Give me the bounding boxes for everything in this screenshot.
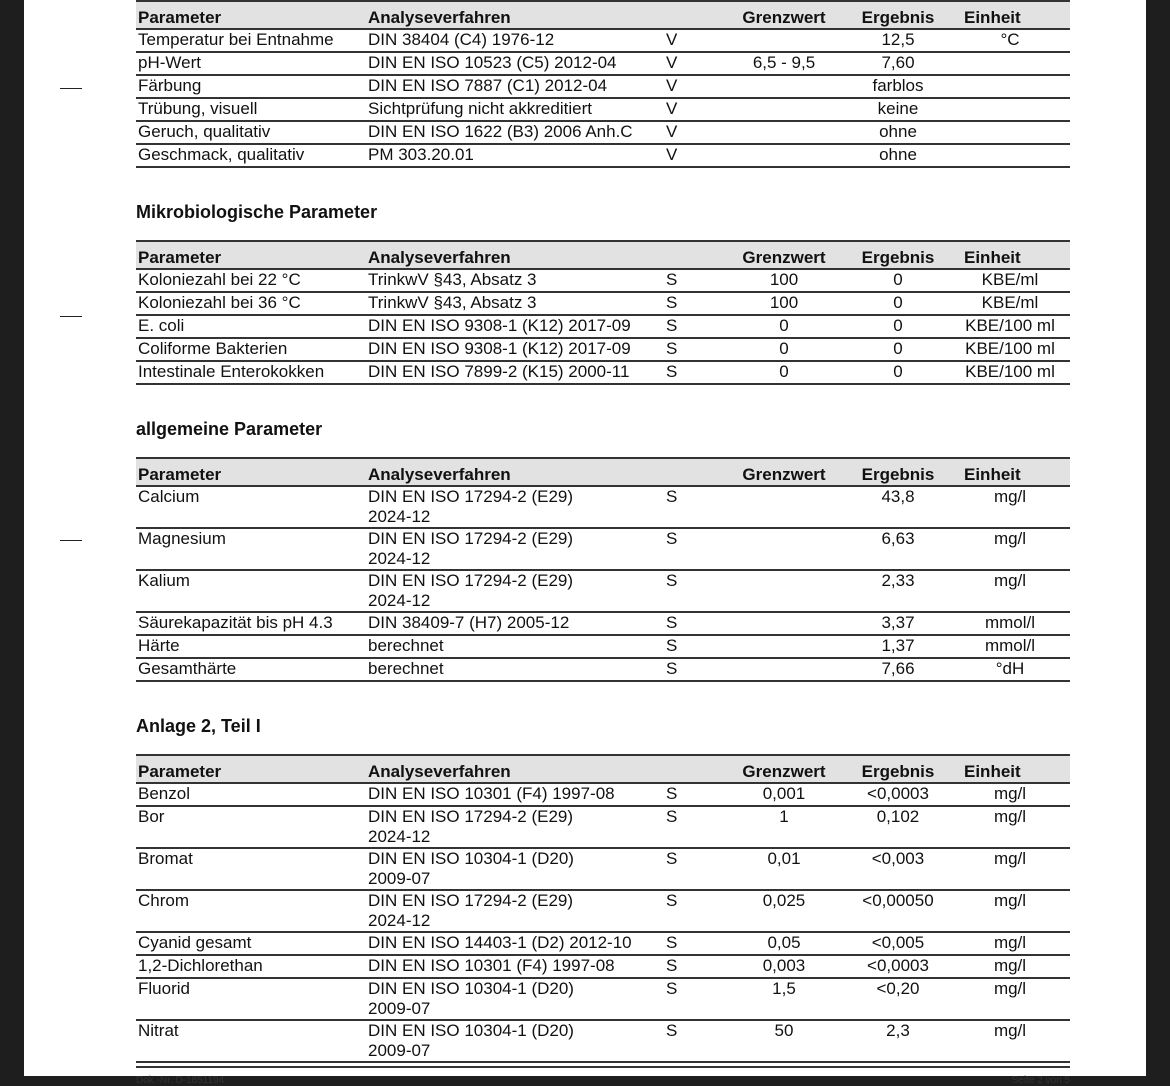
cell-parameter: Nitrat — [136, 1020, 366, 1062]
cell-method: DIN 38404 (C4) 1976-12 — [366, 29, 666, 52]
method-line: DIN EN ISO 17294-2 (E29) — [368, 571, 574, 590]
table-row — [136, 486, 1070, 528]
cell-result: 0 — [846, 269, 950, 292]
cell-unit: °C — [950, 29, 1070, 52]
cell-limit: 0,025 — [722, 890, 846, 932]
page-number: Seite 2 von 5 — [1011, 1075, 1070, 1086]
cell-method: PM 303.20.01 — [366, 144, 666, 167]
cell-unit: KBE/100 ml — [950, 338, 1070, 361]
table-row — [136, 890, 1070, 932]
section-title: Anlage 2, Teil I — [136, 716, 261, 736]
cell-limit: 0 — [722, 361, 846, 384]
table-row — [136, 361, 1070, 384]
table-header-row — [136, 241, 1070, 269]
cell-unit — [950, 98, 1070, 121]
method-date-line: 2024-12 — [368, 591, 431, 610]
cell-result: <0,0003 — [846, 783, 950, 806]
cell-limit: 0 — [722, 315, 846, 338]
cell-limit — [722, 612, 846, 635]
cell-flag: S — [666, 528, 722, 570]
table-header-row — [136, 755, 1070, 783]
cell-limit — [722, 486, 846, 528]
column-header-flag — [666, 1, 722, 29]
cell-method: TrinkwV §43, Absatz 3 — [366, 292, 666, 315]
cell-limit — [722, 121, 846, 144]
table-row — [136, 570, 1070, 612]
cell-unit — [950, 144, 1070, 167]
column-header-result: Ergebnis — [846, 1, 950, 29]
cell-unit: mg/l — [950, 955, 1070, 978]
cell-limit: 50 — [722, 1020, 846, 1062]
table-row — [136, 98, 1070, 121]
cell-flag: V — [666, 98, 722, 121]
cell-unit: mg/l — [950, 570, 1070, 612]
cell-result: 0 — [846, 315, 950, 338]
table-header-row — [136, 458, 1070, 486]
method-date-line: 2009-07 — [368, 1041, 431, 1060]
column-header-result: Ergebnis — [846, 241, 950, 269]
cell-flag: S — [666, 658, 722, 681]
cell-limit: 1 — [722, 806, 846, 848]
cell-flag: S — [666, 635, 722, 658]
cell-unit: mg/l — [950, 848, 1070, 890]
cell-method: DIN EN ISO 1622 (B3) 2006 Anh.C — [366, 121, 666, 144]
cell-result: <0,00050 — [846, 890, 950, 932]
table-row — [136, 29, 1070, 52]
cell-method: DIN EN ISO 10301 (F4) 1997-08 — [366, 955, 666, 978]
cell-unit: mmol/l — [950, 612, 1070, 635]
results-table — [136, 457, 1070, 682]
cell-result: 2,33 — [846, 570, 950, 612]
cell-unit — [950, 75, 1070, 98]
column-header-method: Analyseverfahren — [366, 241, 666, 269]
cell-flag: S — [666, 806, 722, 848]
method-line: DIN EN ISO 10304-1 (D20) — [368, 979, 574, 998]
margin-mark — [60, 540, 82, 541]
cell-flag: S — [666, 315, 722, 338]
results-table — [136, 240, 1070, 385]
method-line: DIN EN ISO 10304-1 (D20) — [368, 849, 574, 868]
column-header-limit: Grenzwert — [722, 458, 846, 486]
table-row — [136, 52, 1070, 75]
cell-unit — [950, 121, 1070, 144]
cell-method: DIN EN ISO 10301 (F4) 1997-08 — [366, 783, 666, 806]
cell-result: 3,37 — [846, 612, 950, 635]
cell-parameter: Chrom — [136, 890, 366, 932]
cell-parameter: Bromat — [136, 848, 366, 890]
cell-result: 43,8 — [846, 486, 950, 528]
cell-result: <0,005 — [846, 932, 950, 955]
cell-flag: V — [666, 29, 722, 52]
cell-flag: V — [666, 144, 722, 167]
cell-result: 0 — [846, 338, 950, 361]
column-header-method: Analyseverfahren — [366, 755, 666, 783]
cell-method: DIN EN ISO 7887 (C1) 2012-04 — [366, 75, 666, 98]
margin-mark — [60, 88, 82, 89]
cell-parameter: Färbung — [136, 75, 366, 98]
cell-limit — [722, 658, 846, 681]
cell-parameter: Cyanid gesamt — [136, 932, 366, 955]
cell-limit: 0 — [722, 338, 846, 361]
section-title: allgemeine Parameter — [136, 419, 323, 439]
table-row — [136, 269, 1070, 292]
cell-method: DIN EN ISO 9308-1 (K12) 2017-09 — [366, 338, 666, 361]
cell-limit: 0,05 — [722, 932, 846, 955]
table-row — [136, 612, 1070, 635]
cell-unit: mg/l — [950, 890, 1070, 932]
results-table — [136, 754, 1070, 1063]
cell-flag: S — [666, 783, 722, 806]
cell-method: DIN EN ISO 9308-1 (K12) 2017-09 — [366, 315, 666, 338]
section-gap — [136, 168, 1070, 190]
cell-method: berechnet — [366, 635, 666, 658]
table-row — [136, 932, 1070, 955]
cell-limit — [722, 144, 846, 167]
cell-limit: 0,01 — [722, 848, 846, 890]
cell-unit: mmol/l — [950, 635, 1070, 658]
cell-limit — [722, 635, 846, 658]
cell-limit: 100 — [722, 292, 846, 315]
cell-result: <0,003 — [846, 848, 950, 890]
cell-limit — [722, 570, 846, 612]
cell-method — [366, 890, 666, 932]
column-header-limit: Grenzwert — [722, 241, 846, 269]
section-gap — [136, 385, 1070, 407]
method-date-line: 2009-07 — [368, 869, 431, 888]
table-row — [136, 783, 1070, 806]
section-title: Mikrobiologische Parameter — [136, 202, 378, 222]
cell-parameter: Calcium — [136, 486, 366, 528]
cell-flag: S — [666, 338, 722, 361]
cell-unit: mg/l — [950, 486, 1070, 528]
cell-parameter: Geruch, qualitativ — [136, 121, 366, 144]
column-header-result: Ergebnis — [846, 755, 950, 783]
cell-method: TrinkwV §43, Absatz 3 — [366, 269, 666, 292]
cell-flag: V — [666, 52, 722, 75]
cell-unit: °dH — [950, 658, 1070, 681]
method-date-line: 2009-07 — [368, 999, 431, 1018]
cell-parameter: Fluorid — [136, 978, 366, 1020]
table-row — [136, 315, 1070, 338]
margin-mark — [60, 316, 82, 317]
table-row — [136, 806, 1070, 848]
cell-flag: S — [666, 486, 722, 528]
method-date-line: 2024-12 — [368, 507, 431, 526]
cell-flag: S — [666, 890, 722, 932]
table-row — [136, 1020, 1070, 1062]
cell-flag: V — [666, 75, 722, 98]
cell-flag: S — [666, 361, 722, 384]
results-table — [136, 0, 1070, 168]
footer-rule — [136, 1066, 1070, 1068]
method-line: DIN EN ISO 10304-1 (D20) — [368, 1021, 574, 1040]
cell-result: 6,63 — [846, 528, 950, 570]
cell-limit: 0,001 — [722, 783, 846, 806]
cell-method — [366, 528, 666, 570]
table-row — [136, 292, 1070, 315]
cell-unit: mg/l — [950, 932, 1070, 955]
cell-result: 7,60 — [846, 52, 950, 75]
cell-unit: KBE/ml — [950, 292, 1070, 315]
cell-limit — [722, 98, 846, 121]
cell-parameter: Säurekapazität bis pH 4.3 — [136, 612, 366, 635]
page-footer — [136, 1075, 1070, 1086]
column-header-parameter: Parameter — [136, 1, 366, 29]
cell-flag: S — [666, 1020, 722, 1062]
cell-parameter: Bor — [136, 806, 366, 848]
cell-limit: 1,5 — [722, 978, 846, 1020]
column-header-result: Ergebnis — [846, 458, 950, 486]
cell-flag: S — [666, 292, 722, 315]
column-header-parameter: Parameter — [136, 241, 366, 269]
cell-parameter: 1,2-Dichlorethan — [136, 955, 366, 978]
column-header-method: Analyseverfahren — [366, 1, 666, 29]
cell-unit: KBE/100 ml — [950, 315, 1070, 338]
cell-unit — [950, 52, 1070, 75]
column-header-parameter: Parameter — [136, 458, 366, 486]
cell-parameter: Intestinale Enterokokken — [136, 361, 366, 384]
cell-result: 0 — [846, 361, 950, 384]
cell-flag: S — [666, 848, 722, 890]
cell-flag: S — [666, 570, 722, 612]
cell-result: <0,0003 — [846, 955, 950, 978]
cell-flag: S — [666, 955, 722, 978]
cell-limit: 100 — [722, 269, 846, 292]
table-row — [136, 121, 1070, 144]
cell-method — [366, 1020, 666, 1062]
cell-flag: S — [666, 269, 722, 292]
cell-parameter: Coliforme Bakterien — [136, 338, 366, 361]
cell-parameter: Benzol — [136, 783, 366, 806]
column-header-unit: Einheit — [950, 458, 1070, 486]
cell-parameter: Koloniezahl bei 22 °C — [136, 269, 366, 292]
cell-flag: S — [666, 932, 722, 955]
cell-method: berechnet — [366, 658, 666, 681]
column-header-parameter: Parameter — [136, 755, 366, 783]
method-line: DIN EN ISO 17294-2 (E29) — [368, 487, 574, 506]
cell-result: 0 — [846, 292, 950, 315]
cell-result: 0,102 — [846, 806, 950, 848]
method-date-line: 2024-12 — [368, 911, 431, 930]
cell-method — [366, 848, 666, 890]
cell-parameter: pH-Wert — [136, 52, 366, 75]
cell-method — [366, 978, 666, 1020]
document-page — [24, 0, 1146, 1086]
column-header-flag — [666, 755, 722, 783]
cell-unit: mg/l — [950, 783, 1070, 806]
column-header-unit: Einheit — [950, 1, 1070, 29]
cell-method: Sichtprüfung nicht akkreditiert — [366, 98, 666, 121]
table-row — [136, 338, 1070, 361]
table-row — [136, 955, 1070, 978]
method-line: DIN EN ISO 17294-2 (E29) — [368, 807, 574, 826]
method-line: DIN EN ISO 17294-2 (E29) — [368, 529, 574, 548]
cell-parameter: Geschmack, qualitativ — [136, 144, 366, 167]
method-date-line: 2024-12 — [368, 827, 431, 846]
cell-unit: mg/l — [950, 528, 1070, 570]
cell-method: DIN 38409-7 (H7) 2005-12 — [366, 612, 666, 635]
table-row — [136, 658, 1070, 681]
cell-unit: mg/l — [950, 806, 1070, 848]
cell-limit — [722, 29, 846, 52]
cell-parameter: Temperatur bei Entnahme — [136, 29, 366, 52]
cell-parameter: Magnesium — [136, 528, 366, 570]
column-header-unit: Einheit — [950, 241, 1070, 269]
cell-limit — [722, 75, 846, 98]
column-header-unit: Einheit — [950, 755, 1070, 783]
method-line: DIN EN ISO 17294-2 (E29) — [368, 891, 574, 910]
cell-method — [366, 806, 666, 848]
report-content — [136, 0, 1070, 1086]
cell-method — [366, 486, 666, 528]
table-header-row — [136, 1, 1070, 29]
cell-flag: V — [666, 121, 722, 144]
column-header-method: Analyseverfahren — [366, 458, 666, 486]
cell-limit: 0,003 — [722, 955, 846, 978]
cell-parameter: Koloniezahl bei 36 °C — [136, 292, 366, 315]
table-row — [136, 848, 1070, 890]
cell-parameter: Gesamthärte — [136, 658, 366, 681]
cell-result: 12,5 — [846, 29, 950, 52]
cell-result: keine — [846, 98, 950, 121]
cell-result: ohne — [846, 144, 950, 167]
cell-unit: mg/l — [950, 1020, 1070, 1062]
section-gap — [136, 682, 1070, 704]
column-header-limit: Grenzwert — [722, 755, 846, 783]
cell-method — [366, 570, 666, 612]
cell-limit: 6,5 - 9,5 — [722, 52, 846, 75]
column-header-limit: Grenzwert — [722, 1, 846, 29]
method-date-line: 2024-12 — [368, 549, 431, 568]
cell-unit: mg/l — [950, 978, 1070, 1020]
column-header-flag — [666, 458, 722, 486]
table-row — [136, 978, 1070, 1020]
cell-result: 7,66 — [846, 658, 950, 681]
cell-method: DIN EN ISO 14403-1 (D2) 2012-10 — [366, 932, 666, 955]
table-row — [136, 144, 1070, 167]
table-row — [136, 528, 1070, 570]
cell-method: DIN EN ISO 7899-2 (K15) 2000-11 — [366, 361, 666, 384]
cell-method: DIN EN ISO 10523 (C5) 2012-04 — [366, 52, 666, 75]
table-row — [136, 75, 1070, 98]
cell-unit: KBE/ml — [950, 269, 1070, 292]
document-number: Dok.-Nr. D-1851194 — [136, 1075, 225, 1086]
table-row — [136, 635, 1070, 658]
cell-result: 1,37 — [846, 635, 950, 658]
cell-unit: KBE/100 ml — [950, 361, 1070, 384]
cell-parameter: Härte — [136, 635, 366, 658]
cell-result: ohne — [846, 121, 950, 144]
cell-parameter: Kalium — [136, 570, 366, 612]
column-header-flag — [666, 241, 722, 269]
cell-result: 2,3 — [846, 1020, 950, 1062]
cell-limit — [722, 528, 846, 570]
cell-result: farblos — [846, 75, 950, 98]
cell-parameter: E. coli — [136, 315, 366, 338]
cell-parameter: Trübung, visuell — [136, 98, 366, 121]
cell-flag: S — [666, 612, 722, 635]
cell-flag: S — [666, 978, 722, 1020]
cell-result: <0,20 — [846, 978, 950, 1020]
